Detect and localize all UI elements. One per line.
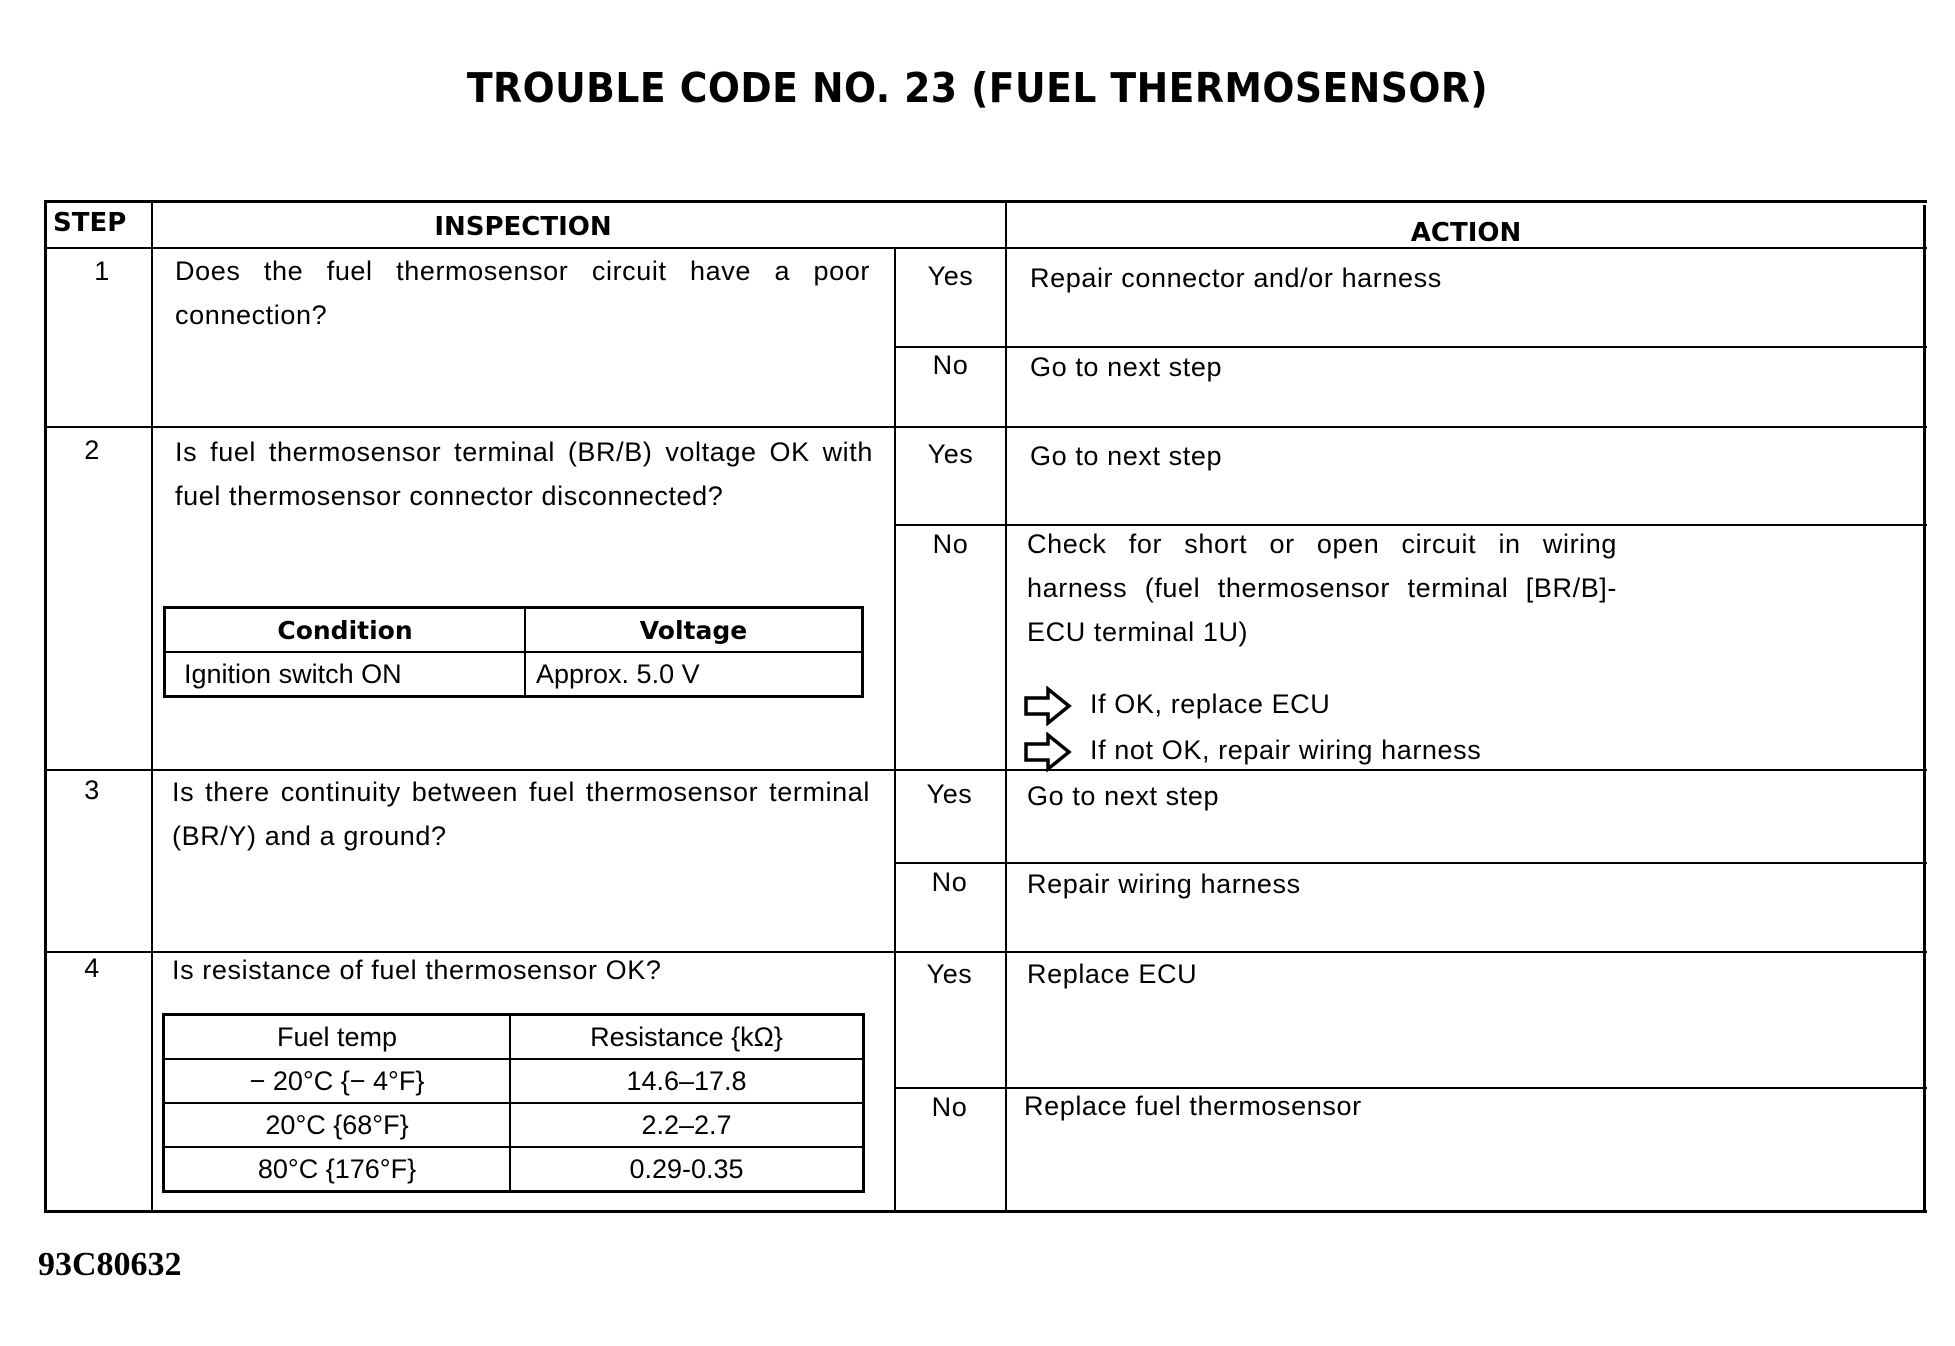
voltage-spec-table: [163, 606, 864, 698]
resistance-spec-table: [162, 1013, 865, 1193]
spec-header: Condition: [165, 608, 526, 653]
spec-header: Fuel temp: [164, 1015, 511, 1060]
spec-cell: − 20°C {− 4°F}: [164, 1059, 511, 1103]
yes-action: Repair connector and/or harness: [1030, 263, 1442, 293]
step-number: 4: [84, 953, 100, 983]
spec-cell: Ignition switch ON: [165, 652, 526, 697]
table-border-bottom: [44, 1210, 1927, 1213]
yes-action: Go to next step: [1030, 441, 1223, 471]
table-border-top: [44, 200, 1927, 203]
yes-label: Yes: [927, 261, 974, 291]
step-number: 2: [84, 435, 100, 465]
spec-cell: 14.6–17.8: [510, 1059, 864, 1103]
no-label: No: [932, 350, 969, 380]
arrow-right-outline-icon: [1024, 732, 1072, 772]
no-label: No: [931, 867, 968, 897]
no-action: Replace fuel thermosensor: [1024, 1091, 1362, 1121]
yes-label: Yes: [926, 959, 973, 989]
yes-action: Go to next step: [1027, 781, 1220, 811]
header-step: STEP: [53, 208, 127, 238]
table-border-left: [44, 200, 47, 1213]
yes-label: Yes: [927, 439, 974, 469]
spec-cell: 0.29-0.35: [510, 1147, 864, 1192]
inspection-text: Is there continuity between fuel thermosensor terminal (BR/Y) and a ground?: [172, 777, 870, 851]
no-action: Check for short or open circuit in wiring harness (fuel thermosensor terminal [BR/B]-ECU terminal 1U): [1027, 529, 1617, 647]
header-inspection: INSPECTION: [434, 212, 612, 242]
no-result-not-ok: [1024, 728, 1481, 772]
inspection-text: Is resistance of fuel thermosensor OK?: [172, 955, 662, 985]
spec-cell: Approx. 5.0 V: [525, 652, 863, 697]
step-number: 3: [84, 775, 100, 805]
yes-action: Replace ECU: [1027, 959, 1198, 989]
spec-cell: 2.2–2.7: [510, 1103, 864, 1147]
no-label: No: [931, 1092, 968, 1122]
arrow-right-outline-icon: [1024, 686, 1072, 726]
inspection-text: Is fuel thermosensor terminal (BR/B) voltage OK with fuel thermosensor connector disconnected?: [175, 437, 873, 511]
result-text: If OK, replace ECU: [1090, 689, 1331, 719]
spec-cell: 80°C {176°F}: [164, 1147, 511, 1192]
result-text: If not OK, repair wiring harness: [1090, 735, 1482, 765]
divider-step-col: [151, 200, 153, 1212]
divider-step1: [44, 426, 1927, 428]
spec-header: Voltage: [525, 608, 863, 653]
no-label: No: [932, 529, 969, 559]
no-action: Go to next step: [1030, 352, 1223, 382]
figure-code: 93C80632: [38, 1246, 182, 1283]
spec-header: Resistance {kΩ}: [510, 1015, 864, 1060]
table-border-right: [1923, 205, 1926, 1213]
inspection-text: Does the fuel thermosensor circuit have a poor connection?: [175, 256, 870, 330]
step-number: 1: [94, 256, 110, 286]
no-result-ok: [1024, 682, 1330, 726]
divider-yesno-col: [894, 248, 896, 1212]
yes-label: Yes: [926, 779, 973, 809]
spec-cell: 20°C {68°F}: [164, 1103, 511, 1147]
header-action: ACTION: [1410, 218, 1522, 248]
page-title: TROUBLE CODE NO. 23 (FUEL THERMOSENSOR): [466, 64, 1489, 112]
no-action: Repair wiring harness: [1027, 869, 1301, 899]
